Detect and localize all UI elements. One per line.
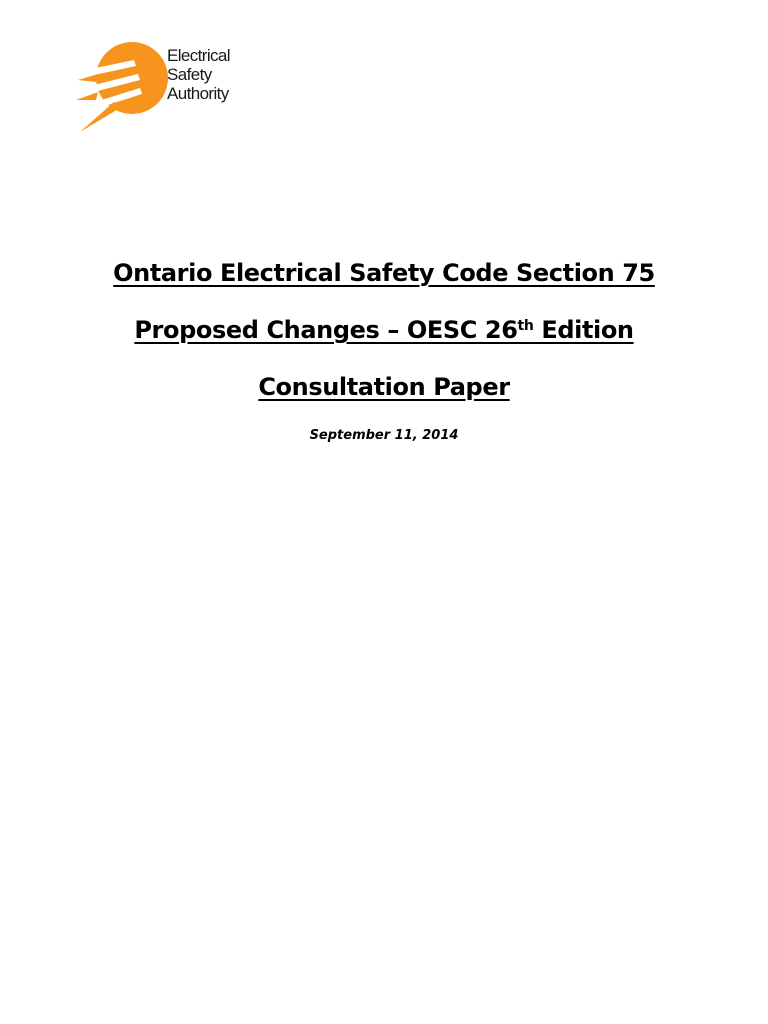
document-date: September 11, 2014 xyxy=(309,428,459,443)
esa-logo-mark-icon xyxy=(74,38,170,134)
document-title-line-1: Ontario Electrical Safety Code Section 75 xyxy=(113,259,655,287)
title-edition-superscript: th xyxy=(517,318,534,334)
logo-line-electrical: Electrical xyxy=(167,46,230,65)
esa-logo-wordmark xyxy=(167,46,230,103)
document-title-line-3: Consultation Paper xyxy=(258,373,510,401)
esa-logo xyxy=(74,38,264,134)
document-title-line-2 xyxy=(0,315,768,345)
logo-line-safety: Safety xyxy=(167,65,212,84)
title-line-2-edition: Edition xyxy=(533,316,634,344)
title-line-2-text: Proposed Changes – OESC 26 xyxy=(134,316,518,344)
logo-line-authority: Authority xyxy=(167,84,229,103)
